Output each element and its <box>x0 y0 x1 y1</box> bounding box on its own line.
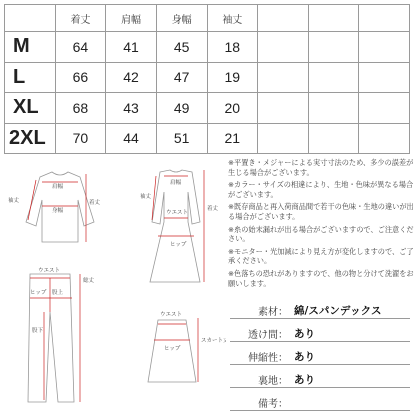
table-cell: 43 <box>106 93 157 124</box>
spec-row-lining <box>230 365 410 388</box>
shirt-label-sodetake: 袖丈 <box>8 198 20 204</box>
table-cell: 51 <box>156 123 207 154</box>
pants-label-matashita: 股下 <box>32 328 44 334</box>
table-cell: 45 <box>156 32 207 63</box>
shirt-label-mihaba: 身幅 <box>52 208 64 214</box>
table-cell-empty <box>258 123 309 154</box>
size-table <box>4 4 410 154</box>
spec-value: あり <box>294 351 315 363</box>
note-text: ※モニター・光加減により見え方が変化しますので、ご了承ください。 <box>228 246 414 266</box>
header-row <box>5 5 410 32</box>
dress-label-kitake: 着丈 <box>207 206 219 212</box>
size-chart <box>4 4 410 154</box>
note-text: ※色落ちの恐れがありますので、他の物と分けて洗濯をお願いします。 <box>228 268 414 288</box>
measurement-diagrams <box>0 162 226 412</box>
table-row <box>5 123 410 154</box>
skirt-label-hip: ヒップ <box>164 346 181 352</box>
table-cell: 47 <box>156 62 207 93</box>
table-cell: 49 <box>156 93 207 124</box>
pants-label-sotake: 総丈 <box>83 278 95 284</box>
table-cell-empty <box>359 32 410 63</box>
table-cell-empty <box>308 93 359 124</box>
table-cell: 21 <box>207 123 258 154</box>
spec-row-remarks <box>230 388 410 411</box>
pants-label-mataue: 股上 <box>52 290 64 296</box>
table-cell: 19 <box>207 62 258 93</box>
pants-label-hip: ヒップ <box>30 290 47 296</box>
table-cell: 64 <box>55 32 106 63</box>
dress-measure-lines <box>152 170 204 282</box>
table-row <box>5 32 410 63</box>
table-cell: 18 <box>207 32 258 63</box>
note-text: ※カラー・サイズの相違により、生地・色味が異なる場合がございます。 <box>228 180 414 199</box>
table-cell-empty <box>258 93 309 124</box>
header-cell <box>359 5 410 32</box>
spec-row-material <box>230 296 410 319</box>
spec-row-sheer <box>230 319 410 342</box>
header-cell: 着丈 <box>55 5 106 32</box>
size-label: M <box>5 32 56 63</box>
table-row <box>5 93 410 124</box>
size-label: XL <box>5 93 56 124</box>
table-cell-empty <box>308 32 359 63</box>
table-cell-empty <box>308 62 359 93</box>
spec-label: 備考： <box>258 399 288 410</box>
header-cell <box>308 5 359 32</box>
spec-label: 伸縮性： <box>248 353 288 364</box>
table-cell: 44 <box>106 123 157 154</box>
header-cell: 肩幅 <box>106 5 157 32</box>
table-cell-empty <box>359 93 410 124</box>
spec-value: 綿/スパンデックス <box>294 305 382 317</box>
header-cell <box>5 5 56 32</box>
table-cell-empty <box>359 123 410 154</box>
header-cell: 袖丈 <box>207 5 258 32</box>
note-text: ※既存商品と再入荷商品間で若干の色味・生地の違いが出る場合がございます。 <box>228 202 414 221</box>
shirt-label-katahaba: 肩幅 <box>52 184 64 190</box>
note-text: ※糸の始末漏れが出る場合がございますので、ご注意ください。 <box>228 224 414 244</box>
pants-label-waist: ウエスト <box>38 268 61 274</box>
spec-label: 透け間： <box>248 330 288 341</box>
dress-label-hip: ヒップ <box>170 242 187 248</box>
notes-block <box>228 158 414 291</box>
table-cell: 66 <box>55 62 106 93</box>
skirt-label-waist: ウエスト <box>160 312 183 318</box>
table-cell: 20 <box>207 93 258 124</box>
header-cell: 身幅 <box>156 5 207 32</box>
skirt-label-length: スカート丈 <box>201 338 226 344</box>
spec-value: あり <box>294 374 315 386</box>
dress-diagram <box>150 170 200 282</box>
dress-label-waist: ウエスト <box>166 210 189 216</box>
shirt-label-kitake: 着丈 <box>89 200 101 206</box>
table-cell-empty <box>359 62 410 93</box>
table-cell-empty <box>258 62 309 93</box>
dress-label-sodetake: 袖丈 <box>140 194 152 200</box>
note-text: ※平置き・メジャーによる実寸寸法のため、多少の誤差が生じる場合がございます。 <box>228 158 414 177</box>
dress-label-katahaba: 肩幅 <box>170 180 182 186</box>
size-label: 2XL <box>5 123 56 154</box>
table-cell: 70 <box>55 123 106 154</box>
table-cell: 41 <box>106 32 157 63</box>
table-row <box>5 62 410 93</box>
table-cell: 42 <box>106 62 157 93</box>
spec-value: あり <box>294 328 315 340</box>
header-cell <box>258 5 309 32</box>
spec-table <box>230 296 410 411</box>
size-label: L <box>5 62 56 93</box>
spec-label: 素材： <box>258 307 288 318</box>
garment-diagrams-svg <box>0 162 226 412</box>
table-cell-empty <box>258 32 309 63</box>
shirt-diagram <box>26 172 94 242</box>
table-cell-empty <box>308 123 359 154</box>
spec-label: 裏地： <box>258 376 288 387</box>
table-cell: 68 <box>55 93 106 124</box>
spec-row-stretch <box>230 342 410 365</box>
